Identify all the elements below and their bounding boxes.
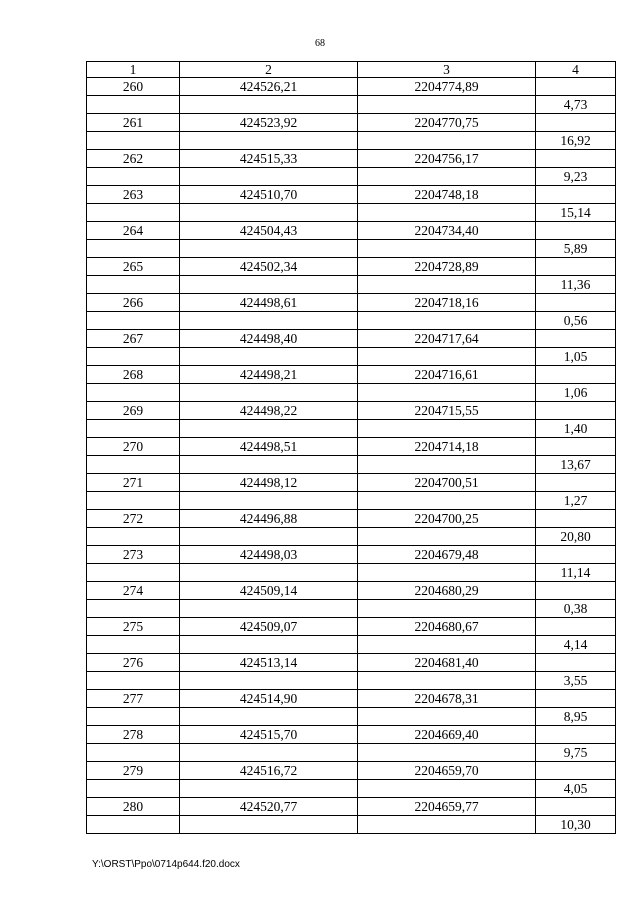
table-row-distance: [87, 780, 616, 798]
table-cell-empty: [180, 816, 358, 834]
table-cell-distance: 9,75: [536, 744, 616, 762]
table-cell: 424515,70: [180, 726, 358, 744]
table-cell-empty: [87, 780, 180, 798]
table-cell: 2204748,18: [358, 186, 536, 204]
table-cell-empty: [87, 528, 180, 546]
table-cell-empty: [536, 618, 616, 636]
table-cell-empty: [87, 816, 180, 834]
table-cell-empty: [536, 582, 616, 600]
table-cell-empty: [358, 636, 536, 654]
table-row: [87, 330, 616, 348]
table-cell-distance: 4,73: [536, 96, 616, 114]
table-cell-empty: [536, 78, 616, 96]
table-cell: 2204717,64: [358, 330, 536, 348]
table-cell-empty: [180, 600, 358, 618]
table-cell-empty: [180, 240, 358, 258]
table-row: [87, 402, 616, 420]
footer-file-path: Y:\ORST\Ppo\0714p644.f20.docx: [92, 859, 240, 870]
table-row-distance: [87, 204, 616, 222]
column-header: 1: [87, 62, 180, 78]
table-row-distance: [87, 312, 616, 330]
table-row-distance: [87, 456, 616, 474]
table-cell: 266: [87, 294, 180, 312]
table-cell-empty: [358, 348, 536, 366]
table-row: [87, 438, 616, 456]
table-cell-empty: [536, 474, 616, 492]
table-row-distance: [87, 96, 616, 114]
table-cell-distance: 15,14: [536, 204, 616, 222]
table-cell: 2204728,89: [358, 258, 536, 276]
table-cell: 269: [87, 402, 180, 420]
table-cell-distance: 5,89: [536, 240, 616, 258]
table-cell-empty: [358, 384, 536, 402]
table-cell-empty: [180, 456, 358, 474]
table-cell-empty: [536, 294, 616, 312]
table-cell: 2204679,48: [358, 546, 536, 564]
table-cell-distance: 10,30: [536, 816, 616, 834]
table-cell-empty: [180, 564, 358, 582]
table-cell-empty: [358, 708, 536, 726]
table-cell-empty: [87, 456, 180, 474]
table-cell-empty: [536, 402, 616, 420]
table-cell-empty: [536, 654, 616, 672]
table-row-distance: [87, 132, 616, 150]
table-row: [87, 78, 616, 96]
table-cell: 424498,61: [180, 294, 358, 312]
table-cell-empty: [358, 240, 536, 258]
table-cell: 424516,72: [180, 762, 358, 780]
table-cell-empty: [87, 168, 180, 186]
table-cell-empty: [87, 384, 180, 402]
table-cell: 424498,22: [180, 402, 358, 420]
table-cell: 272: [87, 510, 180, 528]
table-cell: 424509,14: [180, 582, 358, 600]
table-row-distance: [87, 528, 616, 546]
table-cell: 261: [87, 114, 180, 132]
table-cell-distance: 0,56: [536, 312, 616, 330]
table-cell-distance: 16,92: [536, 132, 616, 150]
table-cell-empty: [358, 96, 536, 114]
table-cell-empty: [536, 546, 616, 564]
table-cell: 2204700,51: [358, 474, 536, 492]
table-cell: 260: [87, 78, 180, 96]
table-cell: 265: [87, 258, 180, 276]
table-row-distance: [87, 564, 616, 582]
table-row: [87, 294, 616, 312]
table-cell-empty: [358, 780, 536, 798]
table-row: [87, 258, 616, 276]
table-cell-empty: [358, 816, 536, 834]
table-cell: 270: [87, 438, 180, 456]
table-cell-empty: [87, 600, 180, 618]
table-cell-empty: [536, 726, 616, 744]
table-cell: 2204678,31: [358, 690, 536, 708]
table-cell-empty: [536, 330, 616, 348]
table-cell-distance: 4,05: [536, 780, 616, 798]
table-row-distance: [87, 240, 616, 258]
table-cell-empty: [358, 420, 536, 438]
table-cell-empty: [87, 204, 180, 222]
table-cell: 424526,21: [180, 78, 358, 96]
table-cell-distance: 1,40: [536, 420, 616, 438]
table-cell-distance: 13,67: [536, 456, 616, 474]
table-cell-empty: [180, 312, 358, 330]
table-cell-empty: [180, 276, 358, 294]
table-cell-empty: [180, 96, 358, 114]
table-cell: 424498,51: [180, 438, 358, 456]
table-cell-empty: [180, 420, 358, 438]
table-cell: 2204669,40: [358, 726, 536, 744]
table-cell-empty: [536, 150, 616, 168]
table-cell-distance: 11,14: [536, 564, 616, 582]
table-row-distance: [87, 816, 616, 834]
table-cell: 424510,70: [180, 186, 358, 204]
table-cell-empty: [87, 708, 180, 726]
table-cell-empty: [358, 204, 536, 222]
table-row: [87, 186, 616, 204]
table-cell-distance: 3,55: [536, 672, 616, 690]
table-cell: 276: [87, 654, 180, 672]
table-row-distance: [87, 636, 616, 654]
table-cell: 2204681,40: [358, 654, 536, 672]
table-cell-empty: [536, 366, 616, 384]
table-cell: 424509,07: [180, 618, 358, 636]
coordinates-table: [86, 61, 616, 834]
table-row-distance: [87, 384, 616, 402]
table-cell: 424498,03: [180, 546, 358, 564]
table-cell-empty: [358, 600, 536, 618]
table-cell-empty: [358, 528, 536, 546]
table-cell-empty: [180, 204, 358, 222]
table-row: [87, 222, 616, 240]
table-cell-empty: [536, 258, 616, 276]
table-cell-empty: [180, 672, 358, 690]
table-cell-empty: [87, 492, 180, 510]
table-cell: 2204774,89: [358, 78, 536, 96]
table-cell-distance: 8,95: [536, 708, 616, 726]
table-cell-empty: [87, 276, 180, 294]
table-row: [87, 150, 616, 168]
table-cell-empty: [358, 312, 536, 330]
table-row: [87, 726, 616, 744]
table-cell-distance: 20,80: [536, 528, 616, 546]
table-cell-empty: [536, 762, 616, 780]
table-cell-empty: [536, 114, 616, 132]
table-cell-empty: [180, 492, 358, 510]
table-row: [87, 618, 616, 636]
table-cell-empty: [87, 132, 180, 150]
table-cell-empty: [536, 798, 616, 816]
table-cell-empty: [87, 420, 180, 438]
table-row-distance: [87, 672, 616, 690]
table-cell: 268: [87, 366, 180, 384]
table-cell: 275: [87, 618, 180, 636]
table-cell-empty: [358, 744, 536, 762]
table-cell: 271: [87, 474, 180, 492]
table-cell-empty: [87, 312, 180, 330]
table-cell-distance: 9,23: [536, 168, 616, 186]
table-cell: 424502,34: [180, 258, 358, 276]
column-header: 2: [180, 62, 358, 78]
table-cell-empty: [87, 564, 180, 582]
table-cell-empty: [87, 348, 180, 366]
table-cell-empty: [536, 186, 616, 204]
table-row: [87, 366, 616, 384]
table-cell-empty: [180, 708, 358, 726]
table-cell: 2204715,55: [358, 402, 536, 420]
table-cell-distance: 11,36: [536, 276, 616, 294]
table-cell-distance: 4,14: [536, 636, 616, 654]
table-cell-empty: [358, 564, 536, 582]
table-row: [87, 654, 616, 672]
table-cell: 273: [87, 546, 180, 564]
table-cell: 267: [87, 330, 180, 348]
table-cell: 424520,77: [180, 798, 358, 816]
table-cell-empty: [180, 384, 358, 402]
table-cell-empty: [536, 510, 616, 528]
table-cell: 2204718,16: [358, 294, 536, 312]
table-cell-empty: [358, 456, 536, 474]
table-cell-empty: [358, 132, 536, 150]
table-cell: 263: [87, 186, 180, 204]
table-cell: 279: [87, 762, 180, 780]
table-cell-empty: [87, 240, 180, 258]
table-cell: 2204680,67: [358, 618, 536, 636]
table-cell-distance: 1,06: [536, 384, 616, 402]
table-cell: 277: [87, 690, 180, 708]
table-cell-empty: [180, 528, 358, 546]
table-row-distance: [87, 492, 616, 510]
table-cell: 2204659,70: [358, 762, 536, 780]
table-cell: 424496,88: [180, 510, 358, 528]
table-row-distance: [87, 348, 616, 366]
table-cell: 424515,33: [180, 150, 358, 168]
table-cell: 264: [87, 222, 180, 240]
table-cell-empty: [180, 636, 358, 654]
table-header-row: [87, 62, 616, 78]
table-cell-empty: [358, 492, 536, 510]
table-cell: 2204756,17: [358, 150, 536, 168]
table-body: [87, 78, 616, 834]
table-row: [87, 510, 616, 528]
table-cell: 424514,90: [180, 690, 358, 708]
table-cell-empty: [536, 438, 616, 456]
table-cell-empty: [87, 96, 180, 114]
column-header: 3: [358, 62, 536, 78]
table-row-distance: [87, 708, 616, 726]
table-cell-empty: [358, 168, 536, 186]
table-cell: 2204680,29: [358, 582, 536, 600]
table-row-distance: [87, 420, 616, 438]
table-cell: 2204770,75: [358, 114, 536, 132]
table-cell: 424523,92: [180, 114, 358, 132]
table-cell: 2204734,40: [358, 222, 536, 240]
table-cell: 424498,12: [180, 474, 358, 492]
table-cell-empty: [358, 672, 536, 690]
table-cell-empty: [180, 132, 358, 150]
table-cell-empty: [87, 636, 180, 654]
table-row: [87, 546, 616, 564]
table-cell-empty: [358, 276, 536, 294]
table-cell-distance: 0,38: [536, 600, 616, 618]
column-header: 4: [536, 62, 616, 78]
table-cell: 2204714,18: [358, 438, 536, 456]
table-row-distance: [87, 744, 616, 762]
table-cell: 2204700,25: [358, 510, 536, 528]
table-row-distance: [87, 168, 616, 186]
table-cell-empty: [536, 222, 616, 240]
table-cell: 424504,43: [180, 222, 358, 240]
table-cell-empty: [87, 672, 180, 690]
page-number: 68: [315, 38, 325, 49]
table-cell: 424513,14: [180, 654, 358, 672]
table-cell-empty: [180, 348, 358, 366]
table-cell-empty: [180, 780, 358, 798]
table-cell-empty: [180, 168, 358, 186]
table-cell: 2204716,61: [358, 366, 536, 384]
table-cell: 2204659,77: [358, 798, 536, 816]
table-row-distance: [87, 276, 616, 294]
table-cell: 278: [87, 726, 180, 744]
table-row: [87, 762, 616, 780]
table-cell: 424498,40: [180, 330, 358, 348]
table-cell: 274: [87, 582, 180, 600]
table-cell: 280: [87, 798, 180, 816]
table-row: [87, 690, 616, 708]
table-cell: 424498,21: [180, 366, 358, 384]
table-cell: 262: [87, 150, 180, 168]
table-row: [87, 114, 616, 132]
table-cell-empty: [536, 690, 616, 708]
table-cell-distance: 1,05: [536, 348, 616, 366]
table-row: [87, 798, 616, 816]
table-cell-distance: 1,27: [536, 492, 616, 510]
table-row: [87, 474, 616, 492]
table-cell-empty: [87, 744, 180, 762]
table-cell-empty: [180, 744, 358, 762]
table-row: [87, 582, 616, 600]
table-row-distance: [87, 600, 616, 618]
